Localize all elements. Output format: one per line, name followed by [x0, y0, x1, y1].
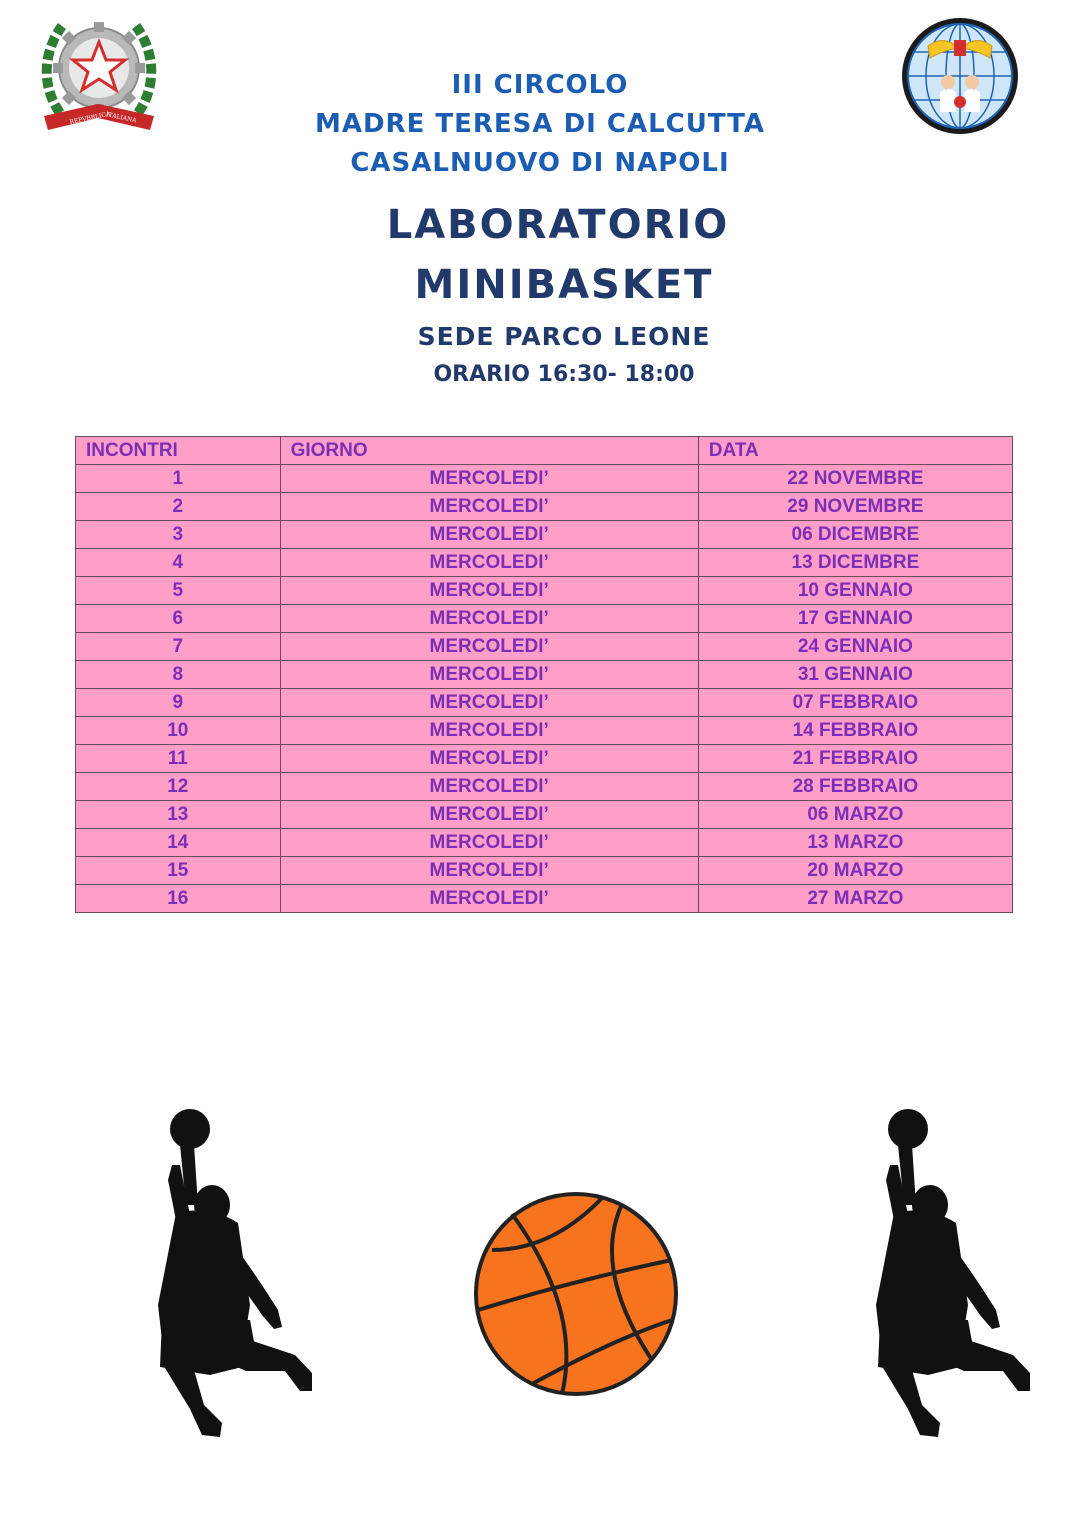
table-row: [76, 633, 1013, 661]
cell-data: 14 FEBBRAIO: [698, 717, 1012, 745]
cell-data: 28 FEBBRAIO: [698, 773, 1012, 801]
table-row: [76, 801, 1013, 829]
cell-giorno: MERCOLEDI’: [280, 605, 698, 633]
cell-giorno: MERCOLEDI’: [280, 717, 698, 745]
cell-giorno: MERCOLEDI’: [280, 745, 698, 773]
cell-data: 07 FEBBRAIO: [698, 689, 1012, 717]
cell-giorno: MERCOLEDI’: [280, 465, 698, 493]
cell-giorno: MERCOLEDI’: [280, 661, 698, 689]
column-header-incontri: INCONTRI: [76, 437, 281, 465]
cell-data: 17 GENNAIO: [698, 605, 1012, 633]
cell-data: 29 NOVEMBRE: [698, 493, 1012, 521]
cell-incontro: 11: [76, 745, 281, 773]
cell-incontro: 1: [76, 465, 281, 493]
cell-incontro: 4: [76, 549, 281, 577]
column-header-giorno: GIORNO: [280, 437, 698, 465]
cell-giorno: MERCOLEDI’: [280, 801, 698, 829]
cell-incontro: 5: [76, 577, 281, 605]
cell-incontro: 3: [76, 521, 281, 549]
cell-giorno: MERCOLEDI’: [280, 549, 698, 577]
cell-data: 06 MARZO: [698, 801, 1012, 829]
cell-incontro: 10: [76, 717, 281, 745]
basketball-player-silhouette-icon: [868, 1105, 1038, 1440]
header-line-school-name: MADRE TERESA DI CALCUTTA: [314, 109, 766, 139]
table-row: [76, 885, 1013, 913]
cell-incontro: 8: [76, 661, 281, 689]
table-row: [76, 745, 1013, 773]
table-row: [76, 493, 1013, 521]
location-subtitle: SEDE PARCO LEONE: [417, 322, 711, 351]
table-row: [76, 605, 1013, 633]
cell-giorno: MERCOLEDI’: [280, 885, 698, 913]
cell-incontro: 15: [76, 857, 281, 885]
cell-data: 13 DICEMBRE: [698, 549, 1012, 577]
table-row: [76, 521, 1013, 549]
cell-data: 31 GENNAIO: [698, 661, 1012, 689]
cell-giorno: MERCOLEDI’: [280, 493, 698, 521]
table-row: [76, 773, 1013, 801]
cell-data: 20 MARZO: [698, 857, 1012, 885]
svg-text:ITALIANA: ITALIANA: [105, 111, 138, 125]
cell-giorno: MERCOLEDI’: [280, 689, 698, 717]
table-row: [76, 661, 1013, 689]
cell-incontro: 9: [76, 689, 281, 717]
cell-data: 13 MARZO: [698, 829, 1012, 857]
header-line-city: CASALNUOVO DI NAPOLI: [350, 148, 730, 178]
cell-giorno: MERCOLEDI’: [280, 577, 698, 605]
cell-data: 22 NOVEMBRE: [698, 465, 1012, 493]
cell-data: 10 GENNAIO: [698, 577, 1012, 605]
cell-incontro: 7: [76, 633, 281, 661]
table-row: [76, 857, 1013, 885]
cell-incontro: 13: [76, 801, 281, 829]
cell-giorno: MERCOLEDI’: [280, 857, 698, 885]
cell-giorno: MERCOLEDI’: [280, 773, 698, 801]
cell-data: 24 GENNAIO: [698, 633, 1012, 661]
cell-incontro: 12: [76, 773, 281, 801]
cell-giorno: MERCOLEDI’: [280, 633, 698, 661]
basketball-icon: [472, 1190, 680, 1398]
cell-incontro: 16: [76, 885, 281, 913]
table-row: [76, 465, 1013, 493]
table-row: [76, 577, 1013, 605]
table-header-row: [76, 437, 1013, 465]
hours-subtitle: ORARIO 16:30- 18:00: [433, 362, 695, 387]
header-line-circolo: III CIRCOLO: [451, 70, 629, 100]
school-header: [0, 66, 1080, 183]
table-row: [76, 549, 1013, 577]
cell-giorno: MERCOLEDI’: [280, 829, 698, 857]
cell-incontro: 6: [76, 605, 281, 633]
page-title-minibasket: MINIBASKET: [414, 262, 714, 308]
cell-data: 27 MARZO: [698, 885, 1012, 913]
table-row: [76, 829, 1013, 857]
page-title-laboratorio: LABORATORIO: [386, 202, 730, 248]
svg-text:REPVBBLICA: REPVBBLICA: [68, 110, 111, 126]
schedule-table: [75, 436, 1013, 913]
cell-giorno: MERCOLEDI’: [280, 521, 698, 549]
basketball-player-silhouette-icon: [150, 1105, 320, 1440]
table-row: [76, 717, 1013, 745]
cell-incontro: 14: [76, 829, 281, 857]
table-row: [76, 689, 1013, 717]
cell-incontro: 2: [76, 493, 281, 521]
cell-data: 21 FEBBRAIO: [698, 745, 1012, 773]
cell-data: 06 DICEMBRE: [698, 521, 1012, 549]
column-header-data: DATA: [698, 437, 1012, 465]
